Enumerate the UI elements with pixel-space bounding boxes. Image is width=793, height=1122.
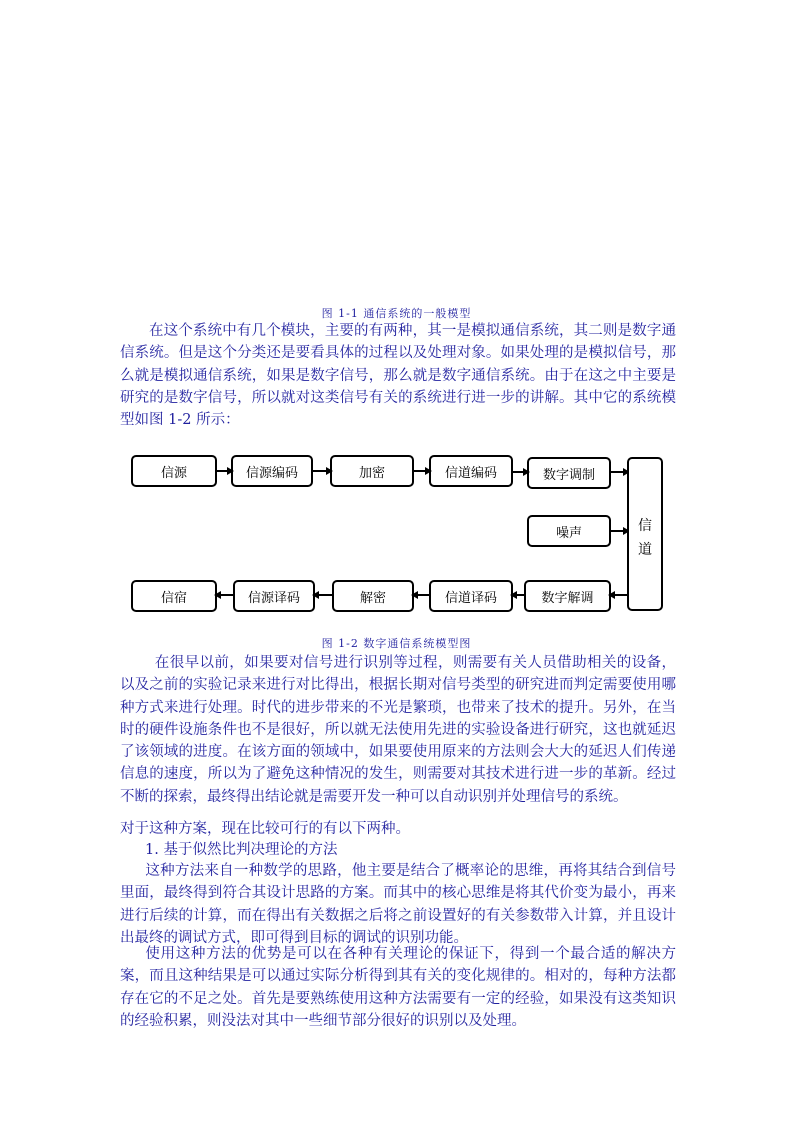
- arrow-channel-decoding-to-decryption: [417, 594, 429, 596]
- heading-likelihood-ratio-method: 1. 基于似然比判决理论的方法: [145, 842, 338, 858]
- box-label: 信源: [160, 465, 187, 481]
- box-encryption: [330, 455, 414, 487]
- paragraph-system-modules: 在这个系统中有几个模块，主要的有两种，其一是模拟通信系统，其二则是数字通信系统。但是这个分类还是要看具体的过程以及处理对象。如果处理的是模拟信号，那么就是模拟通信系统，如果是数字信号，那么就是数字通信系统。由于在这之中主要是研究的是数字信号，所以就对这类信号有关的系统进行进一步的讲解。其中它的系统模型如图 1-2 所示：: [120, 323, 676, 429]
- box-label: 加密: [358, 465, 385, 481]
- figure-1-1-caption: 图 1-1 通信系统的一般模型: [321, 307, 472, 320]
- box-label: 解密: [359, 590, 386, 606]
- arrow-decryption-to-source-decoding: [318, 594, 332, 596]
- arrow-encryption-to-channel-encoding: [414, 470, 426, 472]
- box-label: 信源译码: [247, 590, 300, 606]
- channel-char-1: 信: [638, 518, 652, 534]
- arrow-noise-to-channel: [611, 530, 624, 532]
- arrow-source-decoding-to-sink: [220, 594, 233, 596]
- box-label: 数字解调: [541, 590, 594, 606]
- arrow-demodulation-to-channel-decoding: [516, 594, 524, 596]
- box-sink: [131, 580, 217, 612]
- box-label: 噪声: [555, 525, 582, 541]
- paragraph-schemes-intro: 对于这种方案，现在比较可行的有以下两种。: [120, 821, 410, 837]
- box-digital-demodulation: [524, 580, 611, 612]
- box-label: 数字调制: [542, 467, 595, 483]
- box-label: 信宿: [160, 590, 187, 606]
- box-source-decoding: [233, 580, 315, 612]
- box-digital-modulation: [527, 457, 611, 489]
- arrow-channel-to-demodulation: [614, 594, 627, 596]
- box-channel-decoding: [429, 580, 513, 612]
- paragraph-method-advantages: 使用这种方法的优势是可以在各种有关理论的保证下，得到一个最合适的解决方案，而且这种结果是可以通过实际分析得到其有关的变化规律的。相对的，每种方法都存在它的不足之处。首先是要熟练使用这种方法需要有一定的经验，如果没有这类知识的经验积累，则没法对其中一些细节部分很好的识别以及处理。: [120, 946, 676, 1029]
- figure-1-2-caption: 图 1-2 数字通信系统模型图: [321, 637, 472, 650]
- arrow-encoding-to-encryption: [313, 470, 327, 472]
- paragraph-history: 在很早以前，如果要对信号进行识别等过程，则需要有关人员借助相关的设备，以及之前的实验记录来进行对比得出，根据长期对信号类型的研究进而判定需要使用哪种方式来进行处理。时代的进步带来的不光是繁琐，也带来了技术的提升。另外，在当时的硬件设施条件也不是很好，所以就无法使用先进的实验设备进行研究，这也就延迟了该领域的进度。在该方面的领域中，如果要使用原来的方法则会大大的延迟人们传递信息的速度，所以为了避免这种情况的发生，则需要对其技术进行进一步的革新。经过不断的探索，最终得出结论就是需要开发一种可以自动识别并处理信号的系统。: [120, 655, 676, 805]
- box-label: 信道译码: [444, 590, 497, 606]
- arrow-channel-encoding-to-modulation: [513, 471, 524, 473]
- box-label: 信道编码: [444, 465, 497, 481]
- box-label: 信源编码: [245, 465, 298, 481]
- arrow-modulation-to-channel: [611, 471, 624, 473]
- box-channel-encoding: [429, 455, 513, 487]
- box-source: [131, 455, 217, 487]
- box-decryption: [332, 580, 414, 612]
- box-channel: [627, 457, 663, 611]
- box-source-encoding: [231, 455, 313, 487]
- channel-char-2: 道: [638, 542, 652, 558]
- arrow-source-to-encoding: [217, 470, 228, 472]
- paragraph-method-description: 这种方法来自一种数学的思路，他主要是结合了概率论的思维，再将其结合到信号里面，最终得到符合其设计思路的方案。而其中的核心思维是将其代价变为最小，再来进行后续的计算，而在得出有关数据之后将之前设置好的有关参数带入计算，并且设计出最终的调试方式，即可得到目标的调试的识别功能。: [120, 863, 676, 946]
- box-noise: [527, 515, 611, 547]
